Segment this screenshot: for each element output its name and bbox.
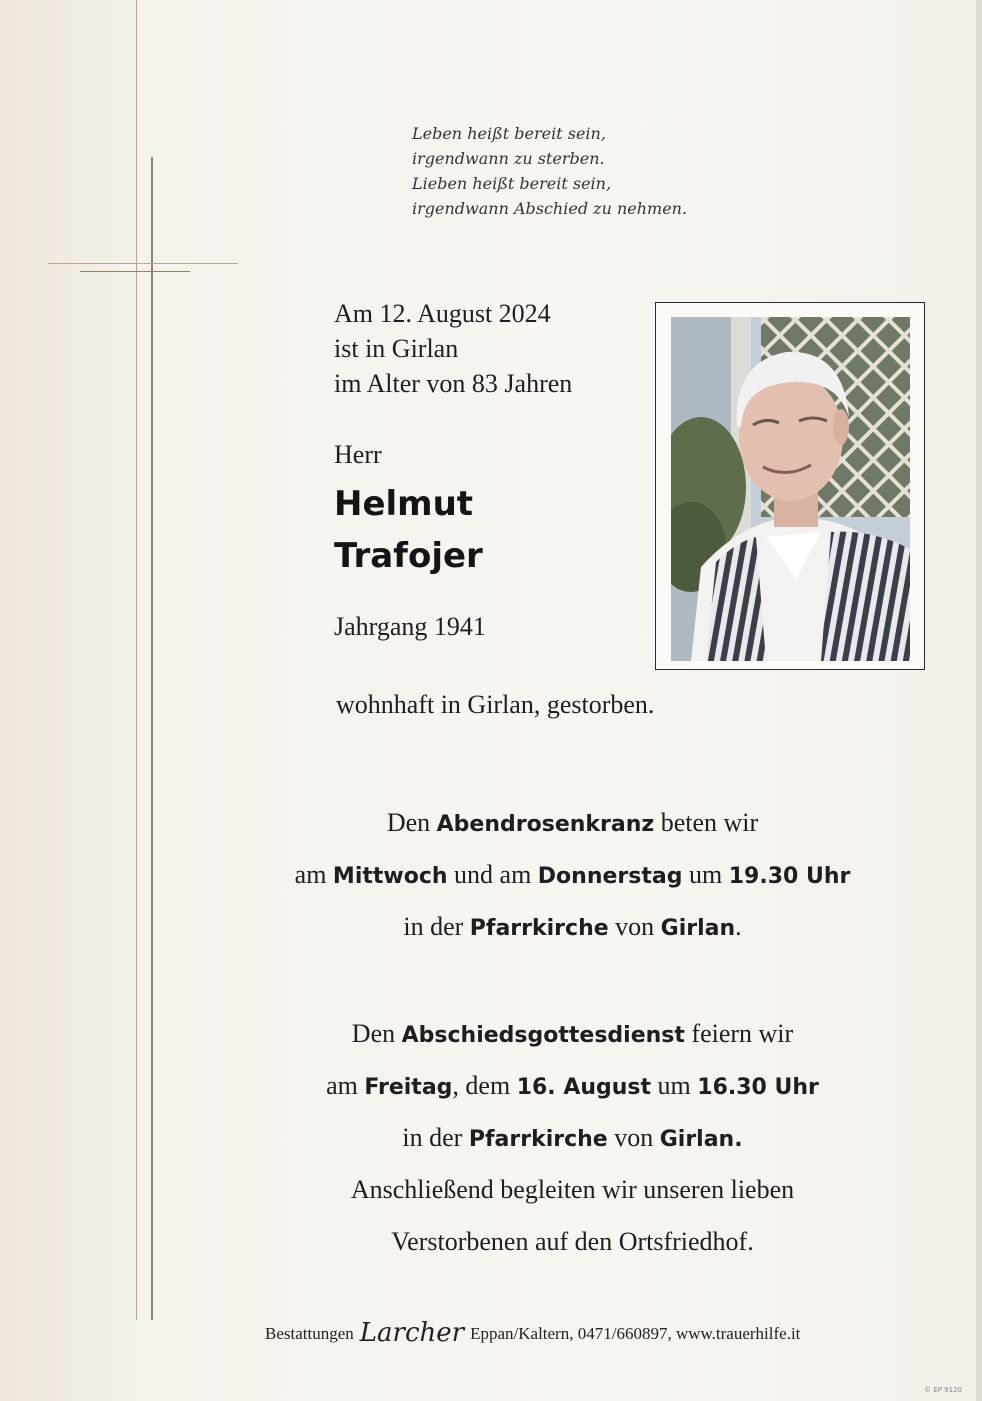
rosary-line-1 [200,797,945,849]
last-name: Trafojer [334,536,483,576]
rosary-announcement [200,797,945,953]
poem-line: Lieben heißt bereit sein, [412,174,612,193]
funeral-church: Pfarrkirche [468,1127,608,1152]
footer-contact: Eppan/Kaltern, 0471/660897, www.trauerhilfe.it [470,1324,801,1343]
funeral-time: 16.30 Uhr [697,1075,819,1100]
funeral-date: 16. August [516,1075,652,1100]
cross-vertical-line-outer [136,0,137,1320]
funeral-line-2 [200,1060,945,1112]
poem-line: irgendwann Abschied zu nehmen. [412,199,688,218]
text: feiern wir [684,1019,794,1048]
residence-line: wohnhaft in Girlan, gestorben. [336,690,655,719]
text: Den [351,1019,402,1048]
footer-prefix: Bestattungen [265,1324,354,1343]
portrait-photo [671,317,910,661]
birth-year: Jahrgang 1941 [334,612,486,641]
text: um [651,1071,698,1100]
funeral-town: Girlan. [659,1127,743,1152]
funeral-home-footer [265,1318,800,1348]
portrait-frame [655,302,925,670]
text: beten wir [654,808,759,837]
rosary-time: 19.30 Uhr [728,864,851,889]
funeral-line-5: Verstorbenen auf den Ortsfriedhof. [391,1227,754,1256]
funeral-line-3 [200,1112,945,1164]
print-code: © EP 9120 [924,1386,962,1394]
death-notice-intro [334,296,572,401]
rosary-town: Girlan [660,916,736,941]
funeral-line-1 [200,1008,945,1060]
cross-horizontal-line-outer [48,263,238,264]
funeral-announcement [200,1008,945,1268]
rosary-line-3 [200,901,945,953]
text: um [682,860,729,889]
text: . [735,912,742,941]
poem-line: Leben heißt bereit sein, [412,124,606,143]
deceased-name [334,478,483,582]
rosary-church: Pfarrkirche [469,916,609,941]
poem-line: irgendwann zu sterben. [412,149,605,168]
page-edge [976,0,982,1401]
funeral-home-logo: Larcher [359,1318,465,1348]
rosary-day-2: Donnerstag [537,864,683,889]
rosary-line-2 [200,849,945,901]
text: , dem [452,1071,517,1100]
poem [412,121,772,221]
portrait-illustration [671,317,910,661]
text: und am [447,860,538,889]
funeral-day: Freitag [364,1075,453,1100]
age-line: im Alter von 83 Jahren [334,369,573,398]
text: in der [403,912,470,941]
text: von [607,1123,660,1152]
salutation: Herr [334,440,382,469]
death-date-line: Am 12. August 2024 [334,299,551,328]
text: am [326,1071,365,1100]
rosary-label: Abendrosenkranz [436,812,655,837]
cross-vertical-line-inner [151,157,153,1320]
funeral-label: Abschiedsgottesdienst [401,1023,685,1048]
first-name: Helmut [334,484,474,524]
text: von [608,912,661,941]
text: Den [386,808,437,837]
death-place-line: ist in Girlan [334,334,459,363]
text: am [294,860,333,889]
cross-horizontal-line-inner [80,271,190,272]
funeral-line-4: Anschließend begleiten wir unseren lieben [350,1175,795,1204]
text: in der [402,1123,469,1152]
rosary-day-1: Mittwoch [332,864,448,889]
